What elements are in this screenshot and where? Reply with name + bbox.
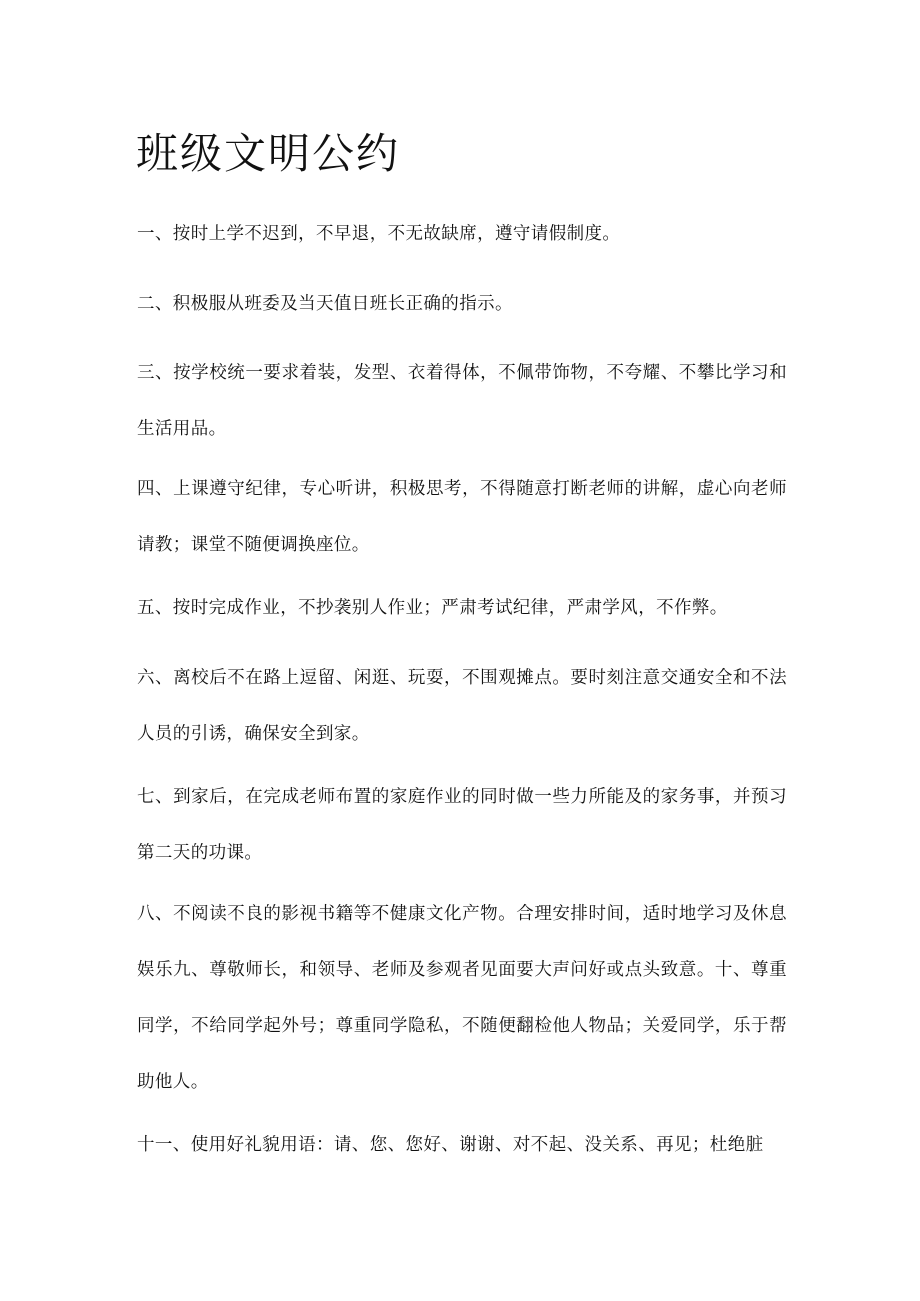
rule-paragraph-8: 八、不阅读不良的影视书籍等不健康文化产物。合理安排时间，适时地学习及休息娱乐九、尊敬师长，和领导、老师及参观者见面要大声问好或点头致意。十、尊重同学，不给同学起外号；尊重同学隐私，不随便翻检他人物品；关爱同学，乐于帮助他人。 [137, 904, 787, 1092]
document-title: 班级文明公约 [136, 129, 401, 178]
rule-paragraph-6: 六、离校后不在路上逗留、闲逛、玩耍，不围观摊点。要时刻注意交通安全和不法人员的引诱，确保安全到家。 [137, 668, 787, 744]
rule-paragraph-7: 七、到家后，在完成老师布置的家庭作业的同时做一些力所能及的家务事，并预习第二天的功课。 [137, 787, 787, 863]
rule-paragraph-3: 三、按学校统一要求着装，发型、衣着得体，不佩带饰物，不夸耀、不攀比学习和生活用品。 [137, 363, 787, 439]
rule-paragraph-11: 十一、使用好礼貌用语：请、您、您好、谢谢、对不起、没关系、再见；杜绝脏 [137, 1135, 764, 1155]
rule-paragraph-4: 四、上课遵守纪律，专心听讲，积极思考，不得随意打断老师的讲解，虚心向老师请教；课堂不随便调换座位。 [137, 479, 787, 555]
rule-paragraph-5: 五、按时完成作业，不抄袭别人作业；严肃考试纪律，严肃学风，不作弊。 [137, 598, 728, 618]
rule-paragraph-1: 一、按时上学不迟到，不早退，不无故缺席，遵守请假制度。 [137, 224, 621, 244]
rule-paragraph-2: 二、积极服从班委及当天值日班长正确的指示。 [137, 294, 513, 314]
